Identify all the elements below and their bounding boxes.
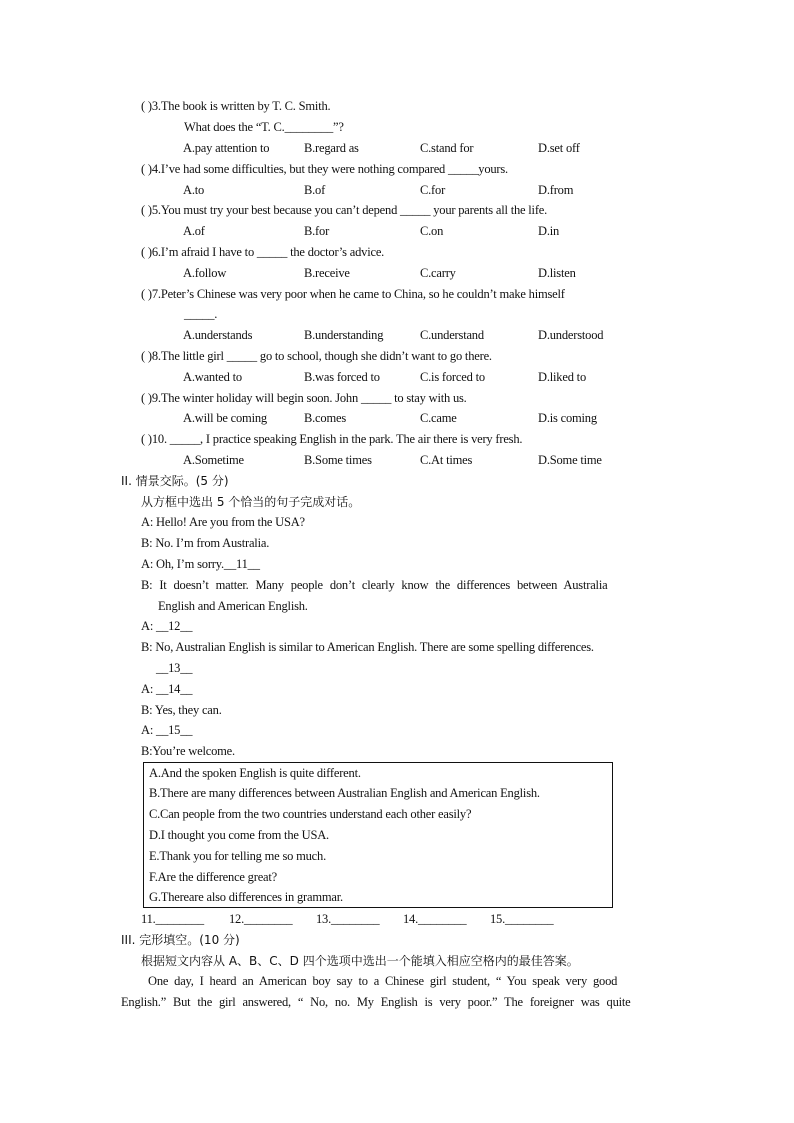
question-stem-line2: _____. [184,307,218,321]
option-d: D.set off [538,141,580,155]
answer-paren[interactable]: ( ) [141,203,152,217]
choice-g: G.Thereare also differences in grammar. [149,890,343,904]
option-d: D.understood [538,328,604,342]
passage-line: English.” But the girl answered, “ No, no. My English is very poor.” The foreigner was quite [121,995,631,1009]
answer-paren[interactable]: ( ) [141,245,152,259]
answer-paren[interactable]: ( ) [141,99,152,113]
answer-paren[interactable]: ( ) [141,391,152,405]
dialogue-line: A: __12__ [141,619,193,633]
answer-paren[interactable]: ( ) [141,432,152,446]
option-d: D.Some time [538,453,602,467]
question-3 [141,99,330,113]
option-c: C.is forced to [420,370,485,384]
question-stem: 8.The little girl _____ go to school, though she didn’t want to go there. [151,349,492,363]
option-b: B.of [304,183,326,197]
choice-c: C.Can people from the two countries understand each other easily? [149,807,472,821]
section-2-heading: II. 情景交际。(5 分) [121,474,229,488]
option-d: D.is coming [538,411,597,425]
question-10 [141,432,522,446]
answer-paren[interactable]: ( ) [141,287,152,301]
section-3-instruction: 根据短文内容从 A、B、C、D 四个选项中选出一个能填入相应空格内的最佳答案。 [141,954,579,968]
question-stem: 10. _____, I practice speaking English in the park. The air there is very fresh. [151,432,523,446]
dialogue-line: B: No. I’m from Australia. [141,536,270,550]
question-stem: 5.You must try your best because you can’t depend _____ your parents all the life. [151,203,548,217]
section-2-instruction: 从方框中选出 5 个恰当的句子完成对话。 [141,495,361,509]
option-c: C.for [420,183,446,197]
question-8 [141,349,492,363]
option-b: B.regard as [304,141,359,155]
dialogue-line: A: __15__ [141,723,193,737]
option-c: C.came [420,411,457,425]
answer-paren[interactable]: ( ) [141,349,152,363]
answer-blank-14[interactable]: 14.________ [403,912,467,926]
option-a: A.of [183,224,205,238]
option-a: A.pay attention to [183,141,270,155]
answer-blank-11[interactable]: 11.________ [141,912,204,926]
option-c: C.carry [420,266,456,280]
option-a: A.to [183,183,205,197]
choice-a: A.And the spoken English is quite different. [149,766,361,780]
option-d: D.in [538,224,560,238]
option-d: D.from [538,183,574,197]
option-b: B.comes [304,411,346,425]
choice-b: B.There are many differences between Australian English and American English. [149,786,540,800]
choice-d: D.I thought you come from the USA. [149,828,329,842]
question-stem: 6.I’m afraid I have to _____ the doctor’s advice. [151,245,385,259]
choice-e: E.Thank you for telling me so much. [149,849,326,863]
answer-paren[interactable]: ( ) [141,162,152,176]
dialogue-line: A: __14__ [141,682,193,696]
option-a: A.understands [183,328,253,342]
option-b: B.for [304,224,330,238]
option-a: A.Sometime [183,453,244,467]
option-b: B.Some times [304,453,372,467]
option-a: A.will be coming [183,411,267,425]
answer-blank-12[interactable]: 12.________ [229,912,293,926]
dialogue-blank-13[interactable]: __13__ [156,661,193,675]
option-b: B.receive [304,266,350,280]
option-c: C.understand [420,328,484,342]
question-stem: 4.I’ve had some difficulties, but they were nothing compared _____yours. [151,162,508,176]
dialogue-line: A: Oh, I’m sorry.__11__ [141,557,260,571]
choice-f: F.Are the difference great? [149,870,278,884]
option-a: A.follow [183,266,227,280]
question-7 [141,287,565,301]
question-9 [141,391,467,405]
question-stem-line2: What does the “T. C.________”? [184,120,344,134]
dialogue-line: B: Yes, they can. [141,703,222,717]
dialogue-line: A: Hello! Are you from the USA? [141,515,305,529]
option-c: C.At times [420,453,473,467]
dialogue-line: B: It doesn’t matter. Many people don’t clearly know the differences between Australia [141,578,608,592]
option-b: B.understanding [304,328,384,342]
option-d: D.listen [538,266,576,280]
passage-line: One day, I heard an American boy say to a Chinese girl student, “ You speak very good [148,974,618,988]
option-c: C.on [420,224,444,238]
question-stem: 9.The winter holiday will begin soon. John _____ to stay with us. [151,391,467,405]
option-d: D.liked to [538,370,586,384]
question-stem: 7.Peter’s Chinese was very poor when he came to China, so he couldn’t make himself [151,287,565,301]
question-6 [141,245,384,259]
section-3-heading: III. 完形填空。(10 分) [121,933,240,947]
answer-blank-13[interactable]: 13.________ [316,912,380,926]
question-4 [141,162,508,176]
option-a: A.wanted to [183,370,242,384]
dialogue-line: B:You’re welcome. [141,744,235,758]
dialogue-line: B: No, Australian English is similar to American English. There are some spelling differences. [141,640,594,654]
option-b: B.was forced to [304,370,380,384]
dialogue-line-continued: English and American English. [158,599,308,613]
answer-blank-15[interactable]: 15.________ [490,912,554,926]
question-stem: 3.The book is written by T. C. Smith. [151,99,331,113]
question-5 [141,203,547,217]
option-c: C.stand for [420,141,474,155]
